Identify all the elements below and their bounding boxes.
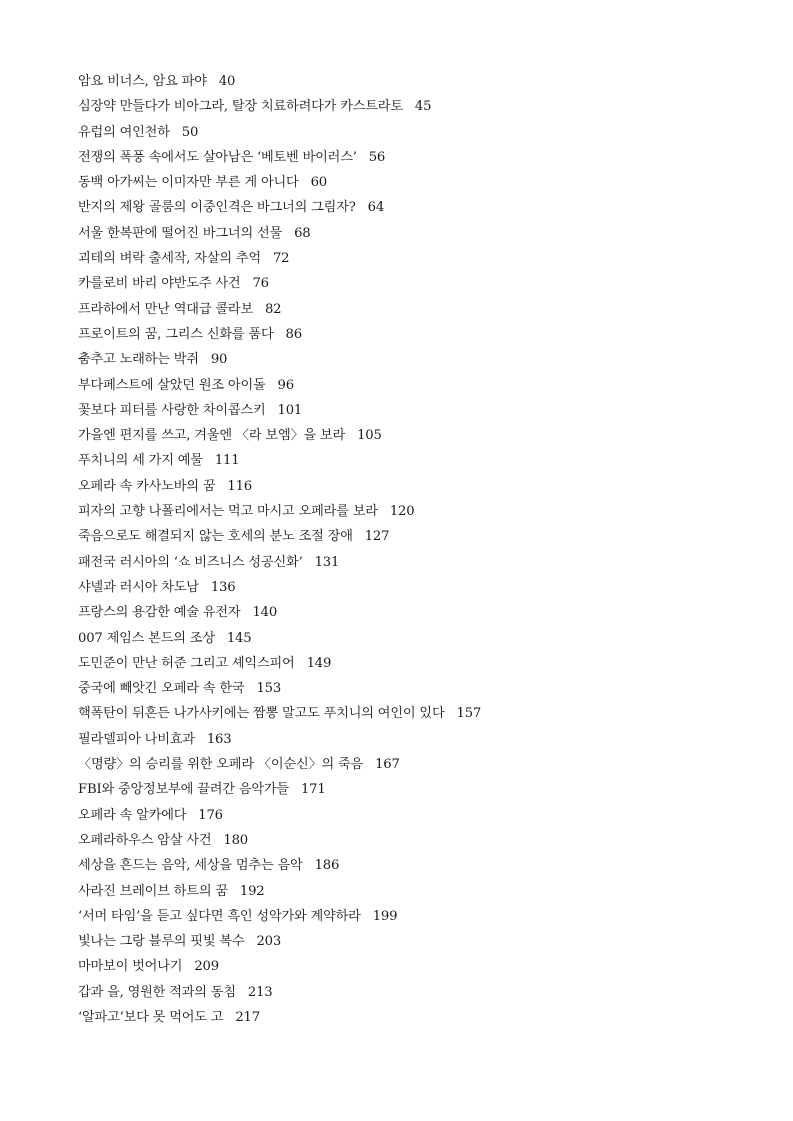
toc-entry-title: 암요 비너스, 암요 파야: [78, 74, 207, 89]
toc-entry-title: 빛나는 그랑 블루의 핏빛 복수: [78, 934, 245, 950]
toc-entry-title: 가을엔 편지를 쓰고, 겨울엔 〈라 보엠〉을 보라: [78, 428, 346, 444]
toc-entry: [78, 550, 481, 575]
toc-entry-title: 괴테의 벼락 출세작, 자살의 추억: [78, 251, 261, 267]
toc-entry-page-number: 167: [375, 757, 400, 773]
toc-entry-title: 사라진 브레이브 하트의 꿈: [78, 883, 228, 899]
toc-entry-page-number: 171: [300, 782, 326, 798]
toc-entry: [78, 853, 481, 878]
toc-entry-title: 마마보이 벗어나기: [78, 959, 183, 975]
toc-entry: [78, 448, 481, 473]
toc-entry-title: 007 제임스 본드의 조상: [78, 630, 215, 646]
toc-entry-title: 필라델피아 나비효과: [78, 731, 195, 747]
toc-entry-page-number: 86: [285, 326, 302, 342]
toc-entry-title: 오페라 속 알카에다: [78, 807, 187, 823]
toc-entry-page-number: 149: [306, 655, 332, 671]
toc-entry: [78, 777, 481, 802]
toc-entry: [78, 120, 481, 145]
toc-entry-title: 서울 한복판에 떨어진 바그너의 선물: [78, 225, 283, 241]
toc-entry-title: ‘서머 타임’을 듣고 싶다면 흑인 성악가와 계약하라: [78, 908, 361, 924]
toc-entry-page-number: 96: [277, 377, 294, 393]
toc-entry-title: 오페라하우스 암살 사건: [78, 832, 212, 848]
toc-entry-page-number: 82: [264, 301, 282, 317]
toc-entry-title: 샤넬과 러시아 차도남: [78, 579, 199, 595]
toc-entry-page-number: 127: [364, 529, 390, 545]
toc-entry-page-number: 40: [218, 74, 236, 89]
toc-entry-title: 중국에 빼앗긴 오페라 속 한국: [78, 681, 245, 697]
toc-entry: [78, 322, 481, 347]
toc-entry-title: 죽음으로도 해결되지 않는 호세의 분노 조절 장애: [78, 529, 353, 545]
toc-entry: [78, 524, 481, 549]
toc-entry-title: FBI와 중앙정보부에 끌려간 음악가들: [78, 782, 289, 798]
toc-entry: [78, 195, 481, 220]
toc-entry: [78, 373, 481, 398]
toc-entry: [78, 701, 481, 726]
toc-entry-page-number: 136: [210, 579, 236, 595]
toc-entry-title: 세상을 흔드는 음악, 세상을 멈추는 음악: [78, 858, 303, 874]
toc-entry-title: 전쟁의 폭풍 속에서도 살아남은 ‘베토벤 바이러스’: [78, 149, 357, 165]
toc-entry-page-number: 76: [252, 276, 269, 292]
toc-entry-title: 〈명량〉의 승리를 위한 오페라 〈이순신〉의 죽음: [78, 757, 364, 773]
toc-entry-title: 푸치니의 세 가지 예물: [78, 453, 203, 469]
toc-entry: [78, 170, 481, 195]
toc-entry: [78, 499, 481, 524]
toc-entry: [78, 676, 481, 701]
toc-entry-title: 심장약 만들다가 비아그라, 탈장 치료하려다가 카스트라토: [78, 99, 403, 115]
toc-entry-page-number: 213: [247, 984, 273, 1000]
toc-entry-page-number: 90: [210, 352, 228, 368]
toc-entry-page-number: 50: [181, 124, 199, 140]
toc-entry-page-number: 153: [256, 681, 282, 697]
toc-entry-title: 부다페스트에 살았던 원조 아이돌: [78, 377, 266, 393]
toc-entry-page-number: 209: [194, 959, 219, 975]
toc-entry-page-number: 176: [198, 807, 223, 823]
toc-entry-page-number: 180: [223, 832, 248, 848]
toc-entry-page-number: 60: [310, 175, 327, 191]
toc-entry: [78, 904, 481, 929]
toc-entry-page-number: 105: [357, 428, 382, 444]
toc-entry-page-number: 163: [206, 731, 232, 747]
toc-entry: [78, 575, 481, 600]
toc-entry: [78, 828, 481, 853]
toc-entry: [78, 423, 481, 448]
toc-entry: [78, 221, 481, 246]
toc-entry-page-number: 72: [272, 251, 290, 267]
toc-entry-title: 춤추고 노래하는 박쥐: [78, 352, 199, 368]
toc-entry: [78, 94, 481, 119]
toc-entry: [78, 347, 481, 372]
toc-entry-page-number: 145: [226, 630, 252, 646]
toc-entry-page-number: 217: [235, 1009, 260, 1025]
toc-entry-title: 갑과 을, 영원한 적과의 동침: [78, 984, 236, 1000]
toc-entry-title: 프라하에서 만난 역대급 콜라보: [78, 301, 253, 317]
toc-entry: [78, 803, 481, 828]
toc-entry: [78, 727, 481, 752]
toc-entry-title: ‘알파고’보다 못 먹어도 고: [78, 1009, 224, 1025]
toc-entry-page-number: 192: [239, 883, 265, 899]
toc-entry: [78, 879, 481, 904]
toc-entry-page-number: 186: [314, 858, 340, 874]
toc-entry: [78, 651, 481, 676]
toc-entry: [78, 626, 481, 651]
toc-entry-title: 핵폭탄이 뒤흔든 나가사키에는 짬뽕 말고도 푸치니의 여인이 있다: [78, 706, 445, 722]
toc-entry-page-number: 131: [314, 554, 340, 570]
toc-entry-page-number: 203: [256, 934, 282, 950]
table-of-contents: [78, 69, 481, 1030]
toc-entry: [78, 1005, 481, 1030]
toc-entry: [78, 929, 481, 954]
toc-entry-title: 프랑스의 용감한 예술 유전자: [78, 605, 241, 621]
toc-entry: [78, 69, 481, 94]
toc-entry-page-number: 157: [456, 706, 482, 722]
toc-entry-page-number: 68: [294, 225, 311, 241]
toc-entry-page-number: 140: [252, 605, 278, 621]
toc-entry-title: 피자의 고향 나폴리에서는 먹고 마시고 오페라를 보라: [78, 504, 378, 520]
toc-entry-title: 오페라 속 카사노바의 꿈: [78, 478, 216, 494]
toc-entry-page-number: 101: [277, 402, 303, 418]
toc-entry-page-number: 45: [414, 99, 432, 115]
toc-entry-page-number: 120: [389, 504, 415, 520]
toc-entry-title: 유럽의 여인천하: [78, 124, 170, 140]
toc-entry-title: 도민준이 만난 허준 그리고 셰익스피어: [78, 655, 295, 671]
toc-entry: [78, 297, 481, 322]
toc-entry: [78, 271, 481, 296]
toc-entry-title: 패전국 러시아의 ‘쇼 비즈니스 성공신화’: [78, 554, 303, 570]
toc-entry: [78, 246, 481, 271]
toc-entry-page-number: 56: [368, 149, 386, 165]
toc-entry-title: 프로이트의 꿈, 그리스 신화를 품다: [78, 326, 274, 342]
toc-entry-page-number: 199: [372, 908, 398, 924]
toc-entry: [78, 474, 481, 499]
toc-entry: [78, 954, 481, 979]
toc-entry: [78, 600, 481, 625]
toc-entry-title: 카를로비 바리 야반도주 사건: [78, 276, 241, 292]
toc-entry-page-number: 111: [214, 453, 240, 469]
toc-entry-title: 반지의 제왕 골룸의 이중인격은 바그너의 그림자?: [78, 200, 356, 216]
toc-entry: [78, 398, 481, 423]
toc-entry: [78, 145, 481, 170]
toc-entry-page-number: 116: [227, 478, 252, 494]
toc-entry-title: 꽃보다 피터를 사랑한 차이콥스키: [78, 402, 266, 418]
toc-entry-title: 동백 아가씨는 이미자만 부른 게 아니다: [78, 175, 299, 191]
toc-entry: [78, 752, 481, 777]
toc-entry-page-number: 64: [367, 200, 385, 216]
toc-entry: [78, 980, 481, 1005]
